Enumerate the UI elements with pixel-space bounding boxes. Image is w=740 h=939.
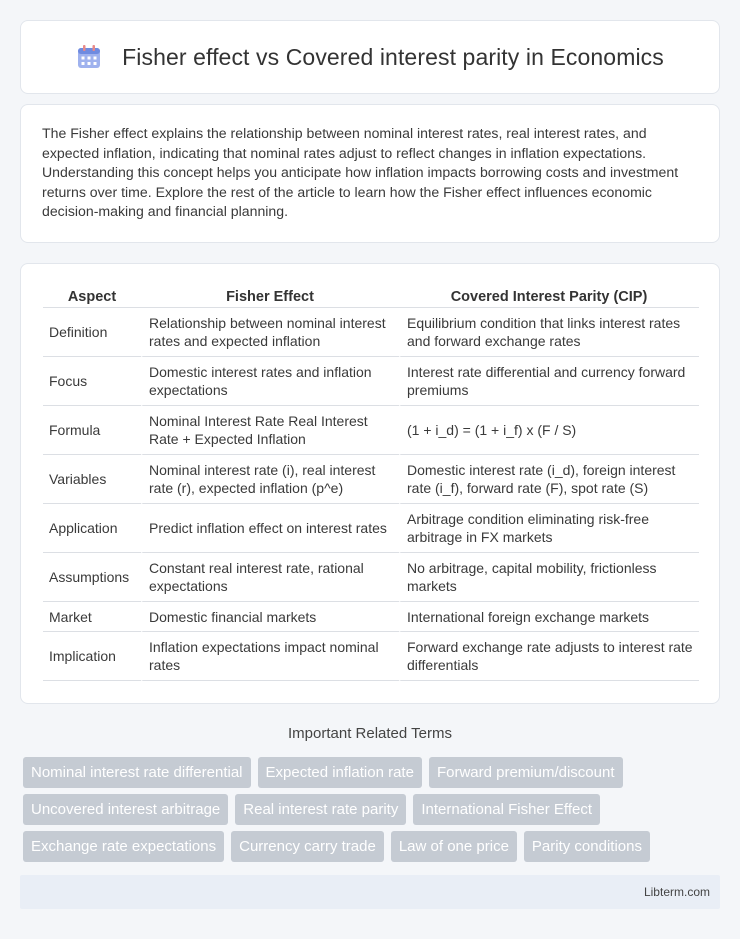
header-aspect: Aspect (43, 280, 141, 308)
table-row (43, 632, 699, 681)
cell-fisher: Domestic interest rates and inflation expectations (141, 357, 399, 406)
cell-cip: International foreign exchange markets (399, 602, 699, 632)
related-terms-row (23, 831, 723, 862)
related-term-tag[interactable]: Currency carry trade (231, 831, 384, 862)
table-row (43, 553, 699, 602)
cell-fisher: Domestic financial markets (141, 602, 399, 632)
cell-cip: No arbitrage, capital mobility, frictionless markets (399, 553, 699, 602)
header-card (20, 20, 720, 94)
cell-fisher: Predict inflation effect on interest rates (141, 504, 399, 553)
related-term-tag[interactable]: Parity conditions (524, 831, 650, 862)
header-cip: Covered Interest Parity (CIP) (399, 280, 699, 308)
footer-site-link[interactable]: Libterm.com (643, 885, 710, 899)
cell-cip: Interest rate differential and currency forward premiums (399, 357, 699, 406)
table-row (43, 406, 699, 455)
cell-aspect: Market (43, 602, 141, 632)
cell-aspect: Definition (43, 308, 141, 357)
related-term-tag[interactable]: Law of one price (391, 831, 517, 862)
intro-text: The Fisher effect explains the relationship between nominal interest rates, real interest rates, and expected inflation, indicating that nominal rates adjust to reflect changes in inflation expectations. Understanding this concept helps you anticipate how inflation impacts borrowing costs and investment returns over time. Explore the rest of the article to learn how the Fisher effect influences economic decision-making and financial planning. (42, 125, 679, 220)
footer (20, 875, 720, 909)
comparison-table (43, 280, 699, 681)
comparison-table-card (20, 263, 720, 704)
related-terms-title: Important Related Terms (288, 725, 452, 742)
cell-cip: Arbitrage condition eliminating risk-free arbitrage in FX markets (399, 504, 699, 553)
table-row (43, 357, 699, 406)
cell-fisher: Constant real interest rate, rational expectations (141, 553, 399, 602)
cell-cip: Forward exchange rate adjusts to interest rate differentials (399, 632, 699, 681)
related-term-tag[interactable]: Real interest rate parity (235, 794, 406, 825)
cell-cip: (1 + i_d) = (1 + i_f) x (F / S) (399, 406, 699, 455)
cell-aspect: Variables (43, 455, 141, 504)
related-term-tag[interactable]: Expected inflation rate (258, 757, 422, 788)
cell-aspect: Assumptions (43, 553, 141, 602)
cell-fisher: Relationship between nominal interest rates and expected inflation (141, 308, 399, 357)
related-term-tag[interactable]: International Fisher Effect (413, 794, 600, 825)
related-term-tag[interactable]: Exchange rate expectations (23, 831, 224, 862)
cell-aspect: Implication (43, 632, 141, 681)
cell-fisher: Nominal interest rate (i), real interest rate (r), expected inflation (p^e) (141, 455, 399, 504)
cell-aspect: Application (43, 504, 141, 553)
cell-aspect: Focus (43, 357, 141, 406)
table-row (43, 602, 699, 632)
cell-cip: Equilibrium condition that links interest rates and forward exchange rates (399, 308, 699, 357)
cell-fisher: Inflation expectations impact nominal rates (141, 632, 399, 681)
table-row (43, 308, 699, 357)
table-header-row (43, 280, 699, 308)
related-term-tag[interactable]: Uncovered interest arbitrage (23, 794, 228, 825)
table-row (43, 504, 699, 553)
cell-aspect: Formula (43, 406, 141, 455)
related-terms-row (23, 794, 723, 825)
table-row (43, 455, 699, 504)
page-title: Fisher effect vs Covered interest parity in Economics (122, 43, 664, 70)
related-terms-row (23, 757, 723, 788)
related-terms (23, 757, 723, 868)
intro-card (20, 104, 720, 243)
cell-fisher: Nominal Interest Rate Real Interest Rate + Expected Inflation (141, 406, 399, 455)
header-fisher-effect: Fisher Effect (141, 280, 399, 308)
related-term-tag[interactable]: Forward premium/discount (429, 757, 623, 788)
cell-cip: Domestic interest rate (i_d), foreign interest rate (i_f), forward rate (F), spot rate (S) (399, 455, 699, 504)
calendar-icon (76, 44, 102, 70)
related-term-tag[interactable]: Nominal interest rate differential (23, 757, 251, 788)
